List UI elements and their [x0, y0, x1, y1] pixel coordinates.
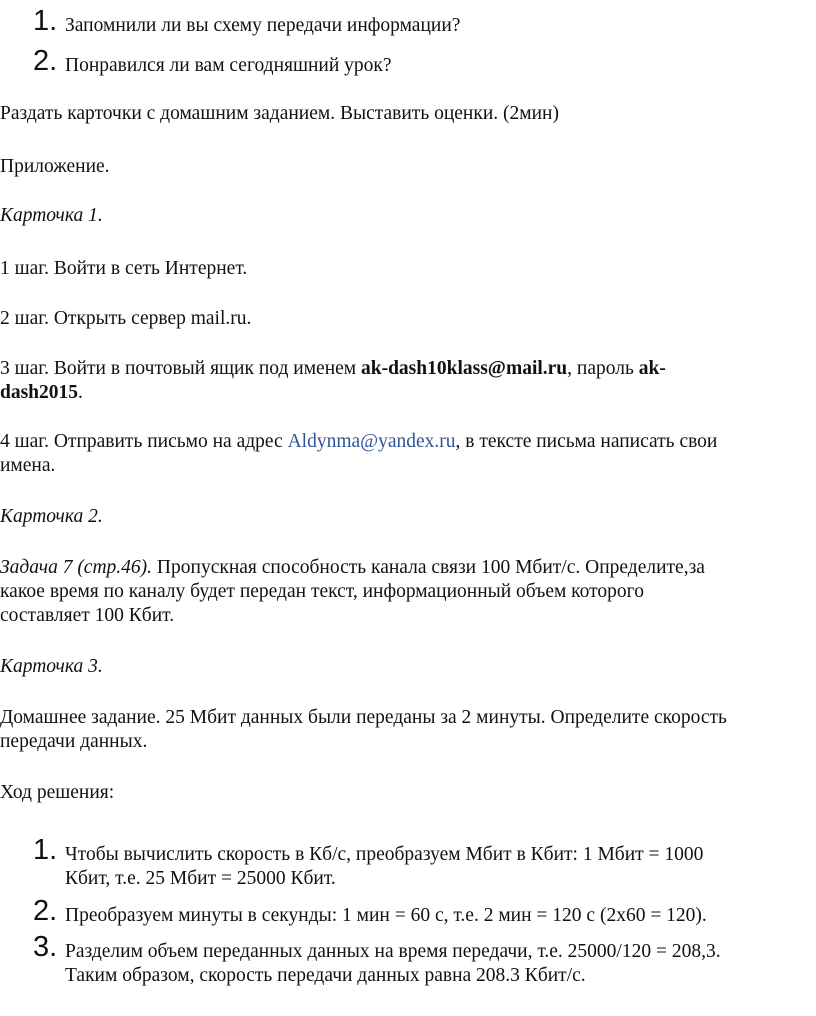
solution-step-line: Таким образом, скорость передачи данных равна 208.3 Кбит/с.	[65, 965, 586, 986]
card3-title: Карточка 3.	[0, 656, 103, 677]
card2-task-line2: какое время по каналу будет передан текст, информационный объем которого	[0, 581, 644, 602]
card2-task-line1	[0, 556, 705, 580]
card1-step4-cont: имена.	[0, 455, 56, 476]
homework-task-line2: передачи данных.	[0, 731, 148, 752]
card1-title: Карточка 1.	[0, 205, 103, 226]
card1-step3	[0, 357, 666, 381]
card1-step4	[0, 430, 717, 454]
solution-step-number: 2.	[33, 895, 58, 927]
solution-step-line: Кбит, т.е. 25 Мбит = 25000 Кбит.	[65, 868, 336, 889]
question-number: 2.	[33, 45, 58, 77]
solution-step-line: Преобразуем минуты в секунды: 1 мин = 60 с, т.е. 2 мин = 120 с (2х60 = 120).	[65, 905, 707, 926]
mailbox-login: ak-dash10klass@mail.ru	[361, 358, 568, 379]
mailbox-password-part1: ak-	[638, 358, 666, 379]
email-link[interactable]: Aldynma@yandex.ru	[287, 431, 456, 452]
card1-step1: 1 шаг. Войти в сеть Интернет.	[0, 258, 248, 279]
step3-end: .	[78, 382, 83, 403]
task-text: Пропускная способность канала связи 100 Мбит/с. Определите,за	[152, 557, 705, 578]
card2-title: Карточка 2.	[0, 506, 103, 527]
task-label: Задача 7 (стр.46).	[0, 557, 153, 578]
solution-step-line: Разделим объем переданных данных на время передачи, т.е. 25000/120 = 208,3.	[65, 941, 721, 962]
mailbox-password-part2: dash2015	[0, 382, 79, 403]
homework-task-line1: Домашнее задание. 25 Мбит данных были переданы за 2 минуты. Определите скорость	[0, 707, 727, 728]
question-number: 1.	[33, 5, 58, 37]
card1-step2: 2 шаг. Открыть сервер mail.ru.	[0, 308, 252, 329]
solution-heading: Ход решения:	[0, 782, 115, 803]
step4-text: 4 шаг. Отправить письмо на адрес	[0, 431, 288, 452]
solution-step-line: Чтобы вычислить скорость в Кб/с, преобразуем Мбит в Кбит: 1 Мбит = 1000	[65, 844, 704, 865]
card2-task-line3: составляет 100 Кбит.	[0, 605, 175, 626]
solution-step-number: 3.	[33, 931, 58, 963]
step3-text: 3 шаг. Войти в почтовый ящик под именем	[0, 358, 361, 379]
homework-line: Раздать карточки с домашним заданием. Выставить оценки. (2мин)	[0, 103, 559, 124]
question-text: Запомнили ли вы схему передачи информации?	[65, 15, 461, 36]
solution-step-number: 1.	[33, 834, 58, 866]
question-text: Понравился ли вам сегодняшний урок?	[65, 55, 392, 76]
card1-step3-cont	[0, 381, 83, 405]
step4-text-post: , в тексте письма написать свои	[455, 431, 718, 452]
step3-mid: , пароль	[567, 358, 639, 379]
appendix-heading: Приложение.	[0, 156, 110, 177]
